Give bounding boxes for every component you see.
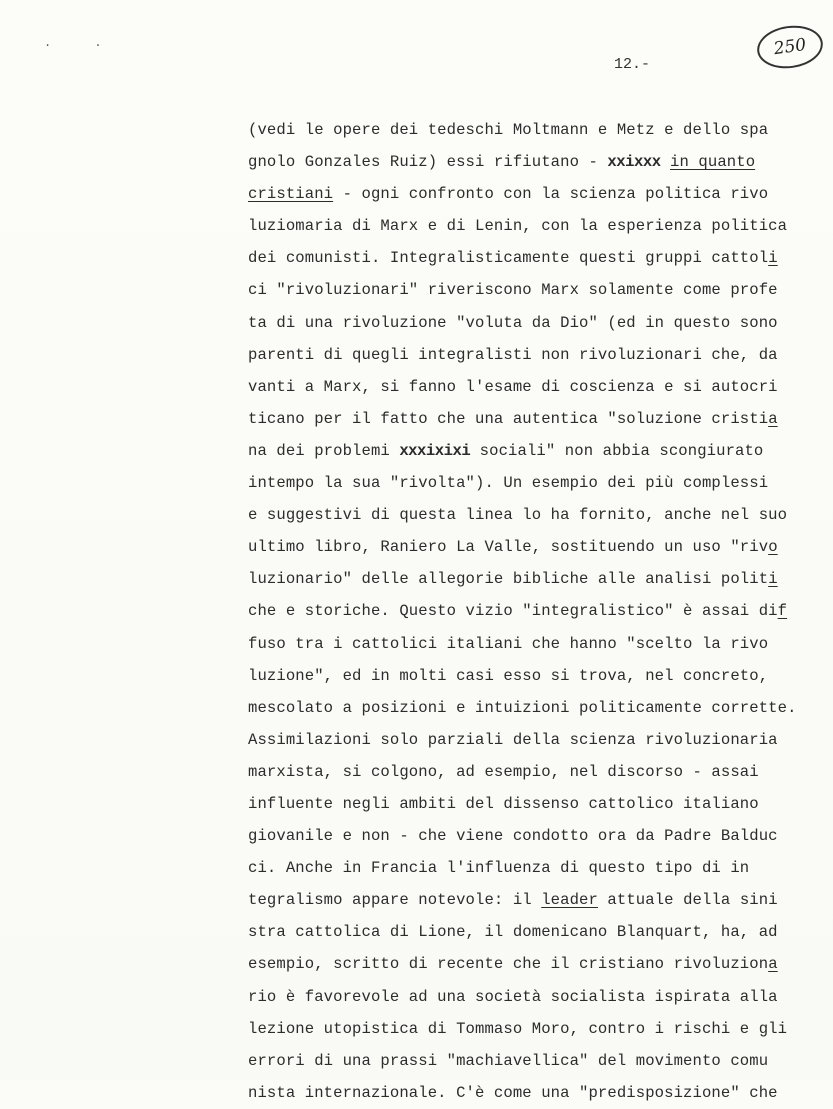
text-line [248, 884, 833, 916]
body-text [248, 114, 833, 1109]
text-line [248, 1045, 833, 1077]
text-line [248, 467, 833, 499]
text-segment: fuso tra i cattolici italiani che hanno "scelto la rivo [248, 634, 769, 653]
text-segment: lezione utopistica di Tommaso Moro, contro i rischi e gli [248, 1019, 788, 1038]
underlined-text: i [768, 570, 778, 589]
text-segment: marxista, si colgono, ad esempio, nel discorso - assai [248, 762, 759, 781]
text-segment: ci. Anche in Francia l'influenza di questo tipo di in [248, 859, 750, 878]
text-segment: ticano per il fatto che una autentica "soluzione cristi [248, 409, 769, 428]
text-segment: (vedi le opere dei tedeschi Moltmann e Metz e dello spa [248, 121, 769, 139]
text-segment: attuale della sini [597, 891, 778, 910]
text-segment: errori di una prassi "machiavellica" del movimento comu [248, 1051, 769, 1070]
text-segment: gnolo Gonzales Ruiz) essi rifiutano - [248, 153, 608, 172]
text-line [248, 563, 833, 595]
underlined-text: a [768, 409, 778, 428]
text-line [248, 820, 833, 852]
text-segment: rio è favorevole ad una società socialista ispirata alla [248, 987, 778, 1006]
underlined-text: i [768, 249, 778, 268]
text-line [248, 435, 833, 467]
text-line [248, 692, 833, 724]
text-segment: stra cattolica di Lione, il domenicano Blanquart, ha, ad [248, 923, 778, 942]
text-segment: intempo la sua "rivolta"). Un esempio dei più complessi [248, 474, 769, 493]
text-line [248, 852, 833, 884]
text-segment: luzione", ed in molti casi esso si trova, nel concreto, [248, 666, 769, 685]
text-line [248, 242, 833, 274]
struck-out-text: xxxixixi [399, 441, 471, 460]
text-segment: Assimilazioni solo parziali della scienza rivoluzionaria [248, 730, 778, 749]
text-segment: parenti di quegli integralisti non rivoluzionari che, da [248, 345, 778, 364]
text-segment: sociali" non abbia scongiurato [470, 441, 764, 460]
text-line [248, 371, 833, 403]
text-segment: luziomaria di Marx e di Lenin, con la esperienza politica [248, 217, 788, 236]
text-line [248, 1077, 833, 1109]
text-line [248, 307, 833, 339]
text-segment: ultimo libro, Raniero La Valle, sostituendo un uso "riv [248, 538, 769, 557]
text-segment: ta di una rivoluzione "voluta da Dio" (ed in questo sono [248, 313, 778, 332]
text-line [248, 339, 833, 371]
text-segment: - ogni confronto con la scienza politica rivo [333, 185, 769, 204]
text-line [248, 788, 833, 820]
text-line [248, 660, 833, 692]
underlined-text: in quanto [670, 153, 756, 172]
text-line [248, 948, 833, 980]
text-segment: esempio, scritto di recente che il cristiano rivoluzion [248, 955, 769, 974]
text-segment: che e storiche. Questo vizio "integralistico" è assai di [248, 602, 778, 621]
text-line [248, 916, 833, 948]
text-segment: vanti a Marx, si fanno l'esame di coscienza e si autocri [248, 377, 778, 396]
text-line [248, 756, 833, 788]
text-line [248, 210, 833, 242]
underlined-text: a [768, 955, 778, 974]
underlined-text: f [777, 602, 788, 621]
archive-stamp: 250 [754, 22, 825, 73]
text-segment: tegralismo appare notevole: il [248, 891, 542, 910]
text-line [248, 595, 833, 627]
text-line [248, 981, 833, 1013]
text-segment: dei comunisti. Integralisticamente questi gruppi cattol [248, 249, 769, 268]
underlined-text: cristiani [248, 185, 334, 204]
text-line [248, 178, 833, 210]
text-segment: na dei problemi [248, 441, 400, 460]
text-segment: e suggestivi di questa linea lo ha fornito, anche nel suo [248, 506, 788, 525]
text-segment: nista internazionale. C'è come una "predisposizione" che [248, 1083, 778, 1102]
text-segment: influente negli ambiti del dissenso cattolico italiano [248, 794, 759, 813]
text-line [248, 531, 833, 563]
text-segment [661, 153, 670, 171]
text-line [248, 1013, 833, 1045]
underlined-text: leader [541, 891, 598, 910]
text-line [248, 274, 833, 306]
underlined-text: o [768, 538, 778, 557]
text-segment: ci "rivoluzionari" riveriscono Marx solamente come profe [248, 281, 778, 300]
text-segment: mescolato a posizioni e intuizioni politicamente corrette. [248, 698, 797, 717]
text-line [248, 628, 833, 660]
corner-marks: . . [44, 36, 120, 50]
text-line [248, 403, 833, 435]
text-line [248, 499, 833, 531]
text-line [248, 146, 833, 178]
text-line [248, 724, 833, 756]
struck-out-text: xxixxx [607, 153, 661, 172]
page-number: 12.- [614, 56, 651, 73]
text-segment: giovanile e non - che viene condotto ora da Padre Balduc [248, 827, 778, 846]
text-line [248, 114, 833, 146]
text-segment: luzionario" delle allegorie bibliche alle analisi polit [248, 570, 769, 589]
